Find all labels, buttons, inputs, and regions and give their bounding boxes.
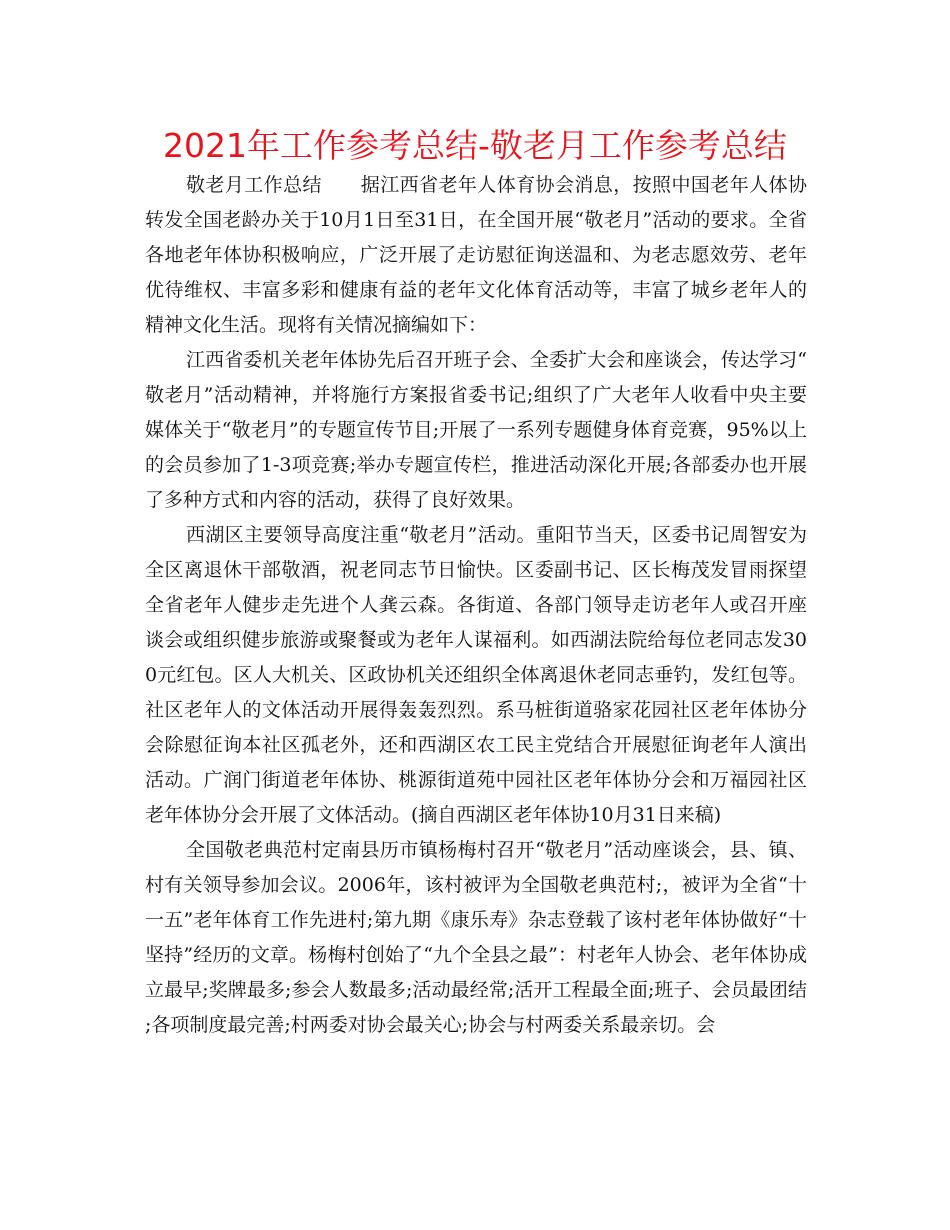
paragraph-4: 全国敬老典范村定南县历市镇杨梅村召开“敬老月”活动座谈会，县、镇、村有关领导参加会议。2006年，该村被评为全国敬老典范村;，被评为全省“十一五”老年体育工作先进村;第九期《康乐寿》杂志登载了该村老年体协做好“十坚持”经历的文章。杨梅村创始了“九个全县之最”：村老年人协会、老年体协成立最早;奖牌最多;参会人数最多;活动最经常;活开工程最全面;班子、会员最团结;各项制度最完善;村两委对协会最关心;协会与村两委关系最亲切。会 bbox=[145, 839, 807, 1036]
paragraph-3: 西湖区主要领导高度注重“敬老月”活动。重阳节当天，区委书记周智安为全区离退休干部敬酒，祝老同志节日愉快。区委副书记、区长梅茂发冒雨探望全省老年人健步走先进个人龚云森。各街道、各部门领导走访老年人或召开座谈会或组织健步旅游或聚餐或为老年人谋福利。如西湖法院给每位老同志发300元红包。区人大机关、区政协机关还组织全体离退休老同志垂钓，发红包等。社区老年人的文体活动开展得轰轰烈烈。系马桩街道骆家花园社区老年体协分会除慰征询本社区孤老外，还和西湖区农工民主党结合开展慰征询老年人演出活动。广润门街道老年体协、桃源街道苑中园社区老年体协分会和万福园社区老年体协分会开展了文体活动。(摘自西湖区老年体协10月31日来稿) bbox=[145, 524, 807, 826]
document-title: 2021年工作参考总结-敬老月工作参考总结 bbox=[163, 126, 787, 165]
document-body bbox=[145, 168, 807, 1043]
paragraph-2: 江西省委机关老年体协先后召开班子会、全委扩大会和座谈会，传达学习“敬老月”活动精神，并将施行方案报省委书记;组织了广大老年人收看中央主要媒体关于“敬老月”的专题宣传节目;开展了一系列专题健身体育竞赛，95%以上的会员参加了1-3项竞赛;举办专题宣传栏，推进活动深化开展;各部委办也开展了多种方式和内容的活动，获得了良好效果。 bbox=[145, 349, 807, 511]
paragraph-1: 敬老月工作总结 据江西省老年人体育协会消息，按照中国老年人体协转发全国老龄办关于10月1日至31日，在全国开展“敬老月”活动的要求。全省各地老年体协积极响应，广泛开展了走访慰征询送温和、为老志愿效劳、老年优待维权、丰富多彩和健康有益的老年文化体育活动等，丰富了城乡老年人的精神文化生活。现将有关情况摘编如下： bbox=[145, 174, 807, 336]
